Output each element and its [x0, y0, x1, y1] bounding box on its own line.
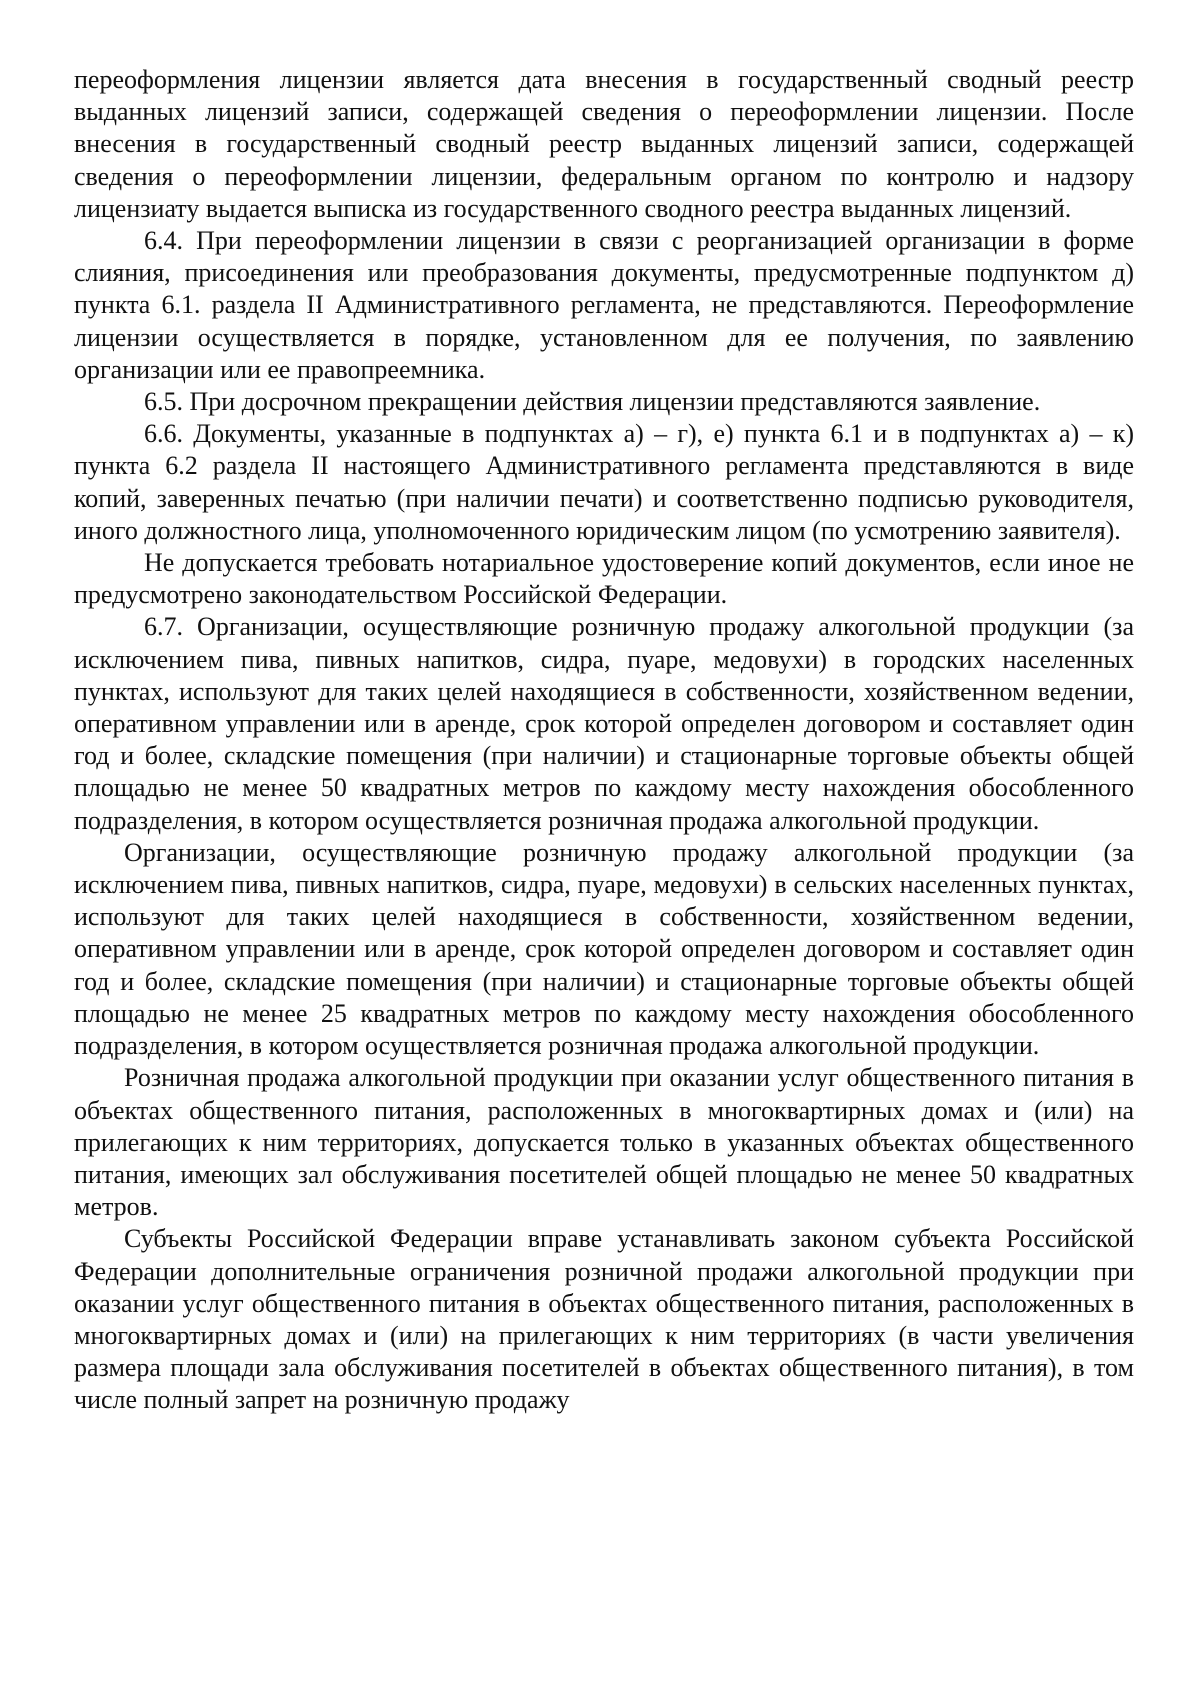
paragraph-notary: Не допускается требовать нотариальное удостоверение копий документов, если иное не предусмотрено законодательством Российской Федерации.	[74, 548, 1134, 610]
paragraph-rural-retail: Организации, осуществляющие розничную продажу алкогольной продукции (за исключением пива, пивных напитков, сидра, пуаре, медовухи) в сельских населенных пунктах, используют для таких целей находящиеся в собственности, хозяйственном ведении, оперативном управлении или в аренде, срок которой определен договором и составляет один год и более, складские помещения (при наличии) и стационарные торговые объекты общей площадью не менее 25 квадратных метров по каждому месту нахождения обособленного подразделения, в котором осуществляется розничная продажа алкогольной продукции.	[74, 837, 1134, 1061]
paragraph-6-7: 6.7. Организации, осуществляющие розничную продажу алкогольной продукции (за исключением пива, пивных напитков, сидра, пуаре, медовухи) в городских населенных пунктах, используют для таких целей находящиеся в собственности, хозяйственном ведении, оперативном управлении или в аренде, срок которой определен договором и составляет один год и более, складские помещения (при наличии) и стационарные торговые объекты общей площадью не менее 50 квадратных метров по каждому месту нахождения обособленного подразделения, в котором осуществляется розничная продажа алкогольной продукции.	[74, 612, 1134, 835]
paragraph-catering: Розничная продажа алкогольной продукции при оказании услуг общественного питания в объектах общественного питания, расположенных в многоквартирных домах и (или) на прилегающих к ним территориях, допускается только в указанных объектах общественного питания, имеющих зал обслуживания посетителей общей площадью не менее 50 квадратных метров.	[74, 1063, 1134, 1222]
paragraph-regional-restrictions: Субъекты Российской Федерации вправе устанавливать законом субъекта Российской Федерации дополнительные ограничения розничной продажи алкогольной продукции при оказании услуг общественного питания в объектах общественного питания, расположенных в многоквартирных домах и (или) на прилегающих к ним территориях (в части увеличения размера площади зала обслуживания посетителей в объектах общественного питания), в том числе полный запрет на розничную продажу	[74, 1224, 1134, 1415]
document-page	[74, 64, 1134, 1417]
paragraph-6-5: 6.5. При досрочном прекращении действия лицензии представляются заявление.	[144, 387, 1041, 417]
paragraph-6-4: 6.4. При переоформлении лицензии в связи с реорганизацией организации в форме слияния, присоединения или преобразования документы, предусмотренные подпунктом д) пункта 6.1. раздела II Административного регламента, не представляются. Переоформление лицензии осуществляется в порядке, установленном для ее получения, по заявлению организации или ее правопреемника.	[74, 226, 1134, 384]
paragraph-6-6: 6.6. Документы, указанные в подпунктах а) – г), е) пункта 6.1 и в подпунктах а) – к) пункта 6.2 раздела II настоящего Административного регламента представляются в виде копий, заверенных печатью (при наличии печати) и соответственно подписью руководителя, иного должностного лица, уполномоченного юридическим лицом (по усмотрению заявителя).	[74, 419, 1134, 545]
paragraph-continuation: переоформления лицензии является дата внесения в государственный сводный реестр выданных лицензий записи, содержащей сведения о переоформлении лицензии. После внесения в государственный сводный реестр выданных лицензий записи, содержащей сведения о переоформлении лицензии, федеральным органом по контролю и надзору лицензиату выдается выписка из государственного сводного реестра выданных лицензий.	[74, 65, 1134, 223]
